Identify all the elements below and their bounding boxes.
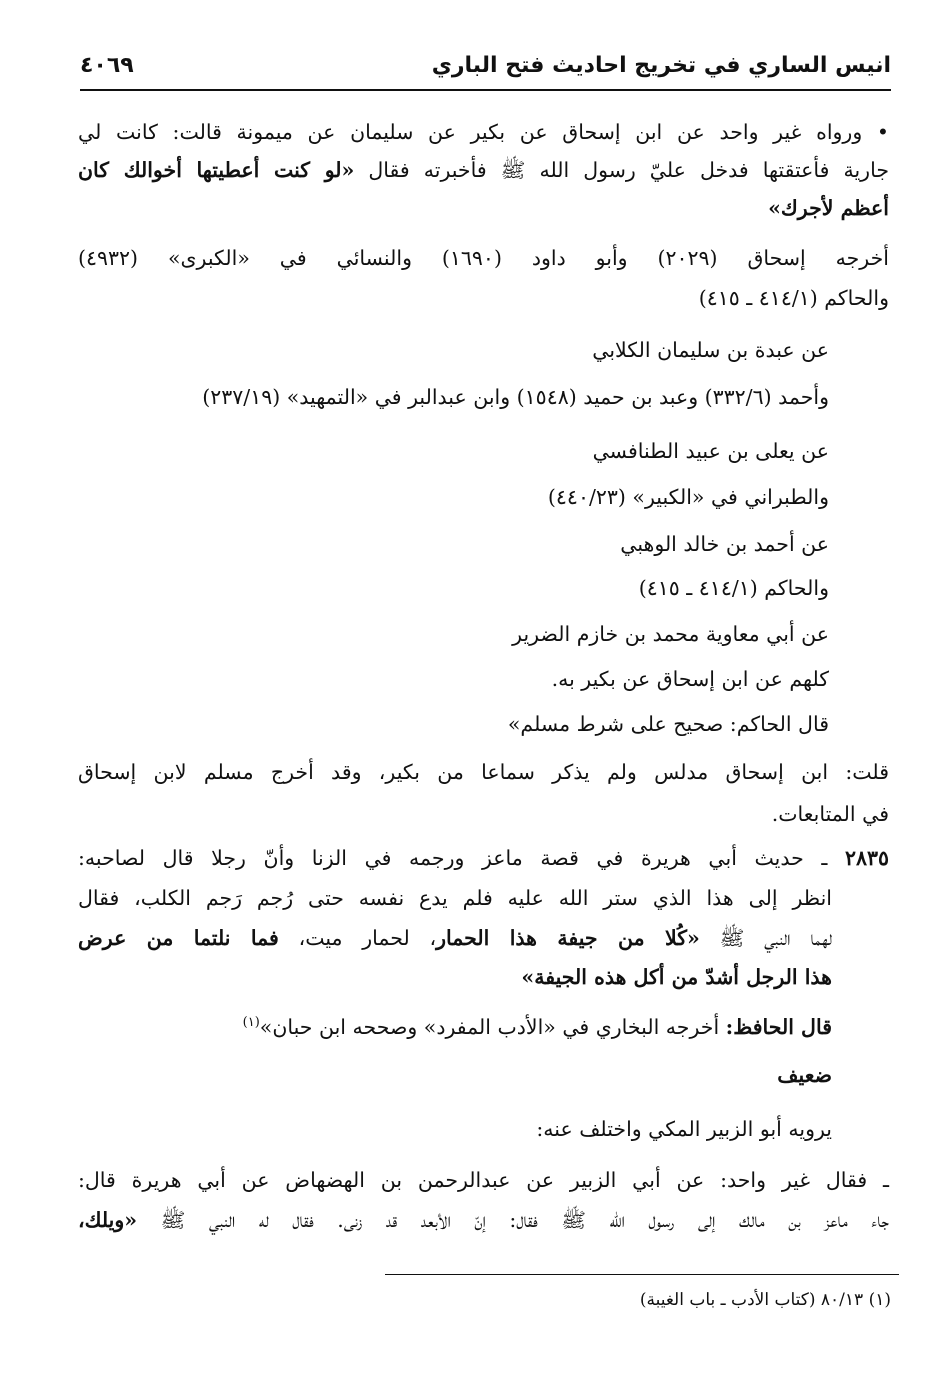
hadith-text: هذا الرجل أشدّ من أكل هذه الجيفة» bbox=[521, 965, 832, 989]
text-line: • ورواه غير واحد عن ابن إسحاق عن بكير عن سليمان عن ميمونة قالت: كانت لي bbox=[78, 120, 889, 144]
running-header bbox=[80, 44, 891, 86]
hadith-text: أعظم لأجرك» bbox=[768, 196, 889, 220]
hafiz-statement: قال الحافظ: أخرجه البخاري في «الأدب المفرد» وصححه ابن حبان»$^{(١)}$ bbox=[242, 1014, 832, 1039]
footnote: (١) ٨٠/١٣ (كتاب الأدب ـ باب الغيبة) bbox=[639, 1290, 891, 1310]
text-line: يرويه أبو الزبير المكي واختلف عنه: bbox=[536, 1117, 832, 1141]
text-line: جاء ماعز بن مالك إلى رسول الله ﷺ فقال: إنّ الأبعد قد زنى. فقال له النبي ﷺ «ويلك، bbox=[78, 1208, 889, 1232]
text-line: كلهم عن ابن إسحاق عن بكير به. bbox=[551, 667, 829, 691]
book-title: انيس الساري في تخريج احاديث فتح الباري bbox=[431, 52, 891, 78]
hadith-number: ٢٨٣٥ bbox=[844, 846, 889, 870]
hadith-text: «لو كنت أعطيتها أخوالك كان bbox=[78, 158, 355, 182]
narrator-line: عن أبي معاوية محمد بن خازم الضرير bbox=[512, 622, 829, 646]
narrator-line: عن يعلى بن عبيد الطنافسي bbox=[592, 439, 829, 463]
text-line: قلت: ابن إسحاق مدلس ولم يذكر سماعا من بكير، وقد أخرج مسلم لابن إسحاق bbox=[78, 760, 889, 784]
narrator-line: عن أحمد بن خالد الوهبي bbox=[620, 532, 829, 556]
grading-label: ضعيف bbox=[777, 1063, 832, 1087]
text-line: والحاكم (٤١٤/١ ـ ٤١٥) bbox=[698, 286, 889, 310]
page-number: ٤٠٦٩ bbox=[80, 52, 134, 78]
narrator-line: عن عبدة بن سليمان الكلابي bbox=[592, 338, 829, 362]
text-line: أخرجه إسحاق (٢٠٢٩) وأبو داود (١٦٩٠) والنسائي في «الكبرى» (٤٩٣٢) bbox=[78, 246, 889, 270]
text-line: قال الحاكم: صحيح على شرط مسلم» bbox=[507, 712, 829, 736]
text-line: والحاكم (٤١٤/١ ـ ٤١٥) bbox=[638, 576, 829, 600]
header-divider bbox=[80, 89, 891, 91]
hadith-heading: ٢٨٣٥ ـ حديث أبي هريرة في قصة ماعز ورجمه في الزنا وأنّ رجلا قال لصاحبه: bbox=[78, 846, 889, 870]
text-line: في المتابعات. bbox=[771, 802, 889, 826]
text-line: وأحمد (٣٣٢/٦) وعبد بن حميد (١٥٤٨) وابن عبدالبر في «التمهيد» (٢٣٧/١٩) bbox=[202, 385, 829, 409]
footnote-marker: (١) bbox=[242, 1015, 260, 1030]
text-line: جارية فأعتقتها فدخل عليّ رسول الله ﷺ فأخبرته فقال «لو كنت أعطيتها أخوالك كان bbox=[78, 158, 889, 182]
text-line: لهما النبي ﷺ «كُلا من جيفة هذا الحمار، لحمار ميت، فما نلتما من عرض bbox=[78, 926, 833, 950]
text-line: ـ فقال غير واحد: عن أبي الزبير عن عبدالرحمن بن الهضهاض عن أبي هريرة قال: bbox=[78, 1168, 889, 1192]
footnote-divider bbox=[385, 1274, 899, 1275]
text-line: والطبراني في «الكبير» (٤٤٠/٢٣) bbox=[547, 485, 829, 509]
text-line: انظر إلى هذا الذي ستر الله عليه فلم يدع نفسه حتى رُجم رَجم الكلب، فقال bbox=[78, 886, 832, 910]
